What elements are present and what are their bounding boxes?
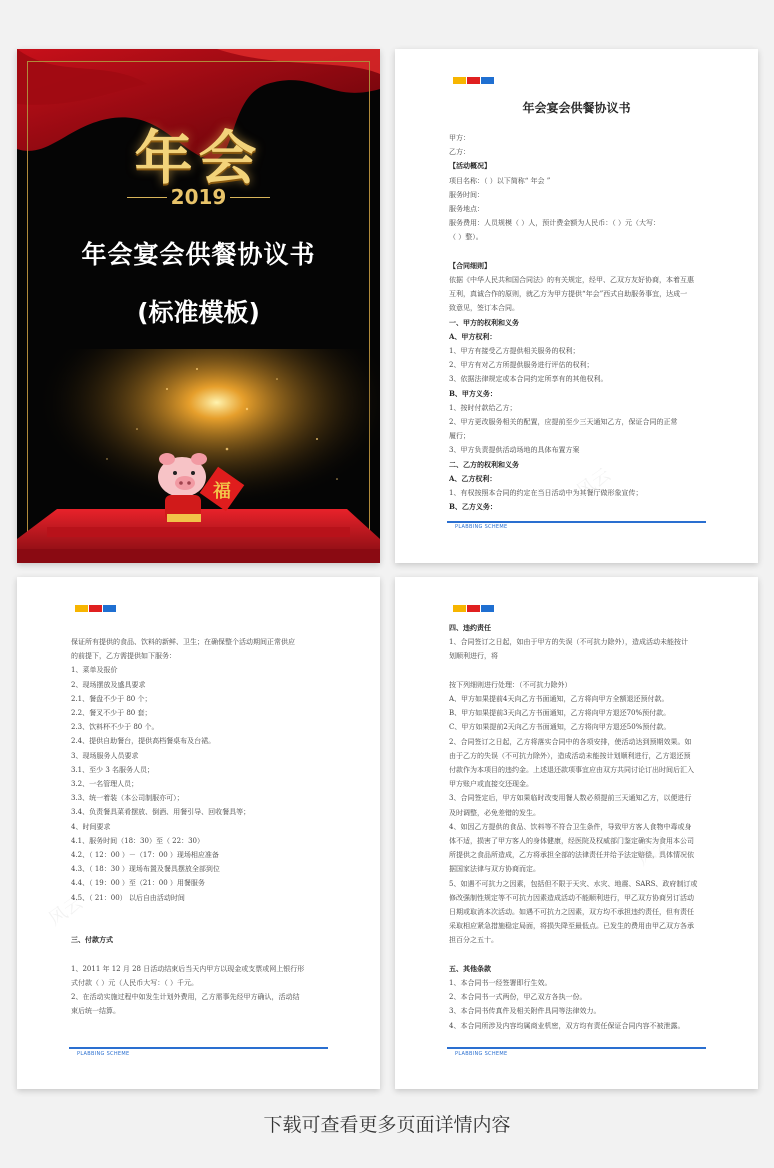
doc-line: 致意见，签订本合同。 [449, 304, 519, 313]
doc-line: 3.1、至少 3 名服务人员； [71, 765, 155, 774]
doc-line: 4.5、（ 21：00） 以后自由活动时间 [71, 893, 185, 902]
doc-line: 2、甲方更改服务相关的配置，应提前至少三天通知乙方，保证合同的正常 [449, 418, 678, 427]
color-bar [75, 605, 116, 612]
doc-line: 式付款（ ）元（人民币大写：（ ）千元。 [71, 978, 198, 987]
doc-line [449, 245, 708, 259]
color-swatch-yellow [75, 605, 88, 612]
doc-line: 一、甲方的权利和义务 [449, 317, 519, 327]
doc-line: 的前提下，乙方需提供如下服务： [71, 652, 176, 661]
doc-line: 4.2、（ 12：00 ）－（17：00 ）现场相应准备 [71, 851, 219, 860]
cover-subtitle: 年会宴会供餐协议书 [81, 240, 316, 269]
doc-line: 4、如因乙方提供的食品、饮料等不符合卫生条件，导致甲方客人食物中毒或身 [449, 822, 692, 831]
doc-line: 划顺利进行，将 [449, 652, 498, 661]
doc-body [449, 131, 708, 514]
color-swatch-yellow [453, 77, 466, 84]
doc-line: 由于乙方的失误（不可抗力除外），造成活动未能按计划顺利进行，乙方退还预 [449, 751, 691, 760]
doc-line: 服务地点： [449, 205, 484, 214]
doc-line: A、乙方权利： [449, 473, 497, 483]
doc-line: 2、甲方有对乙方所提供服务进行评估的权利； [449, 361, 594, 370]
doc-line: 3.2、一名管理人员； [71, 780, 139, 789]
doc-line: 所提供之食品所造成，乙方将承担全部的法律责任并给予法定赔偿，具体情况依 [449, 851, 694, 860]
doc-line: 4.1、服务时间（18：30）至（ 22：30） [71, 836, 204, 845]
doc-line: 付款作为本项目的违约金。上述退还款项事宜应由双方共同讨论订出时间后汇入 [449, 766, 694, 775]
doc-line: 日期或取消本次活动。如遇不可抗力之因素，双方均不承担违约责任，但有责任 [449, 908, 694, 917]
doc-line: 依据《中华人民共和国合同法》的有关规定，经甲、乙双方友好协商，本着互惠 [449, 276, 694, 285]
doc-line: 乙方： [449, 148, 470, 157]
doc-line: 修改强制性规定等不可抗力因素造成活动不能顺利进行，甲乙双方协商另订活动 [449, 893, 694, 902]
doc-title: 年会宴会供餐协议书 [522, 101, 631, 115]
doc-line [449, 948, 708, 962]
footer-text: PLABBING SCHEME [77, 1051, 130, 1057]
doc-line [71, 905, 330, 919]
doc-line: 甲方账户或直接交还现金。 [449, 780, 533, 789]
doc-line: 2.2、餐叉不少于 80 套； [71, 709, 152, 718]
doc-line: 3、现场服务人员要求 [71, 751, 139, 760]
doc-line: A、甲方如果提前4天向乙方书面通知，乙方将向甲方全额退还预付款。 [449, 695, 669, 704]
fu-character: 福 [213, 481, 231, 502]
doc-line: 1、菜单及报价 [71, 666, 118, 675]
doc-line: 及时调整，必免差错的发生。 [449, 808, 540, 817]
doc-line: 1、有权按照本合同的约定在当日活动中为其餐厅做形象宣传； [449, 489, 643, 498]
doc-line: B、乙方义务： [449, 502, 497, 512]
doc-line: 3.4、负责餐具菜肴摆放、倒酒、用餐引导、回收餐具等； [71, 808, 251, 817]
color-swatch-blue [481, 605, 494, 612]
doc-line: 五、其他条款 [449, 963, 491, 973]
doc-line: 三、付款方式 [71, 935, 113, 945]
footer-line [69, 1047, 328, 1049]
doc-line: 2、在活动实施过程中如发生计划外费用，乙方需事先经甲方确认，活动结 [71, 993, 300, 1002]
doc-line: 保证所有提供的食品、饮料的新鲜、卫生；在确保整个活动期间正常供应 [71, 638, 295, 646]
cover-page [17, 49, 380, 563]
doc-line: C、甲方如果提前2天向乙方书面通知，乙方将向甲方退还50%预付款。 [449, 723, 671, 732]
doc-page-1 [395, 49, 758, 563]
doc-line [71, 947, 330, 961]
doc-line: 互利，真诚合作的原则，就乙方为甲方提供“年会”西式自助服务事宜，达成一 [449, 290, 688, 299]
doc-line: 1、本合同书一经签署即行生效。 [449, 979, 552, 988]
cover-year: 2019 [170, 185, 227, 209]
doc-line: 3、本合同书传真件及相关附件具同等法律效力。 [449, 1007, 601, 1016]
doc-body [449, 621, 708, 1033]
doc-line: B、甲方如果提前3天向乙方书面通知，乙方将向甲方退还70%预付款。 [449, 709, 671, 718]
footer-text: PLABBING SCHEME [455, 1051, 508, 1057]
doc-body [71, 635, 330, 1018]
doc-page-2 [17, 577, 380, 1089]
doc-line [71, 919, 330, 933]
color-bar [453, 605, 494, 612]
color-swatch-red [467, 77, 480, 84]
doc-line: 3.3、统一着装（本公司制服亦可）； [71, 794, 184, 803]
doc-line: 2、合同签订之日起，乙方将落实合同中的各项安排，使活动达到预期效果。如 [449, 737, 692, 746]
doc-line: 据国家法律与双方协商而定。 [449, 865, 540, 874]
doc-line: 【合同细则】 [449, 260, 491, 270]
doc-line: 2.4、提供自助餐台，提供高档餐桌布及台裙。 [71, 737, 216, 746]
footer-text: PLABBING SCHEME [455, 524, 508, 530]
doc-line: 3、甲方负责提供活动场地的具体布置方案 [449, 446, 580, 455]
doc-line: 二、乙方的权利和义务 [449, 459, 519, 469]
color-swatch-red [89, 605, 102, 612]
doc-line: 【活动概况】 [449, 161, 491, 171]
cover-big-title: 年会 [134, 124, 263, 192]
doc-line: 3、合同签定后，甲方如果临时改变用餐人数必须提前三天通知乙方，以便进行 [449, 794, 692, 803]
bottom-caption: 下载可查看更多页面详情内容 [263, 1114, 511, 1136]
color-swatch-red [467, 605, 480, 612]
doc-line [449, 664, 708, 678]
doc-line: 2、本合同书一式两份，甲乙双方各执一份。 [449, 993, 587, 1002]
doc-line: 2、现场摆放及盛具要求 [71, 680, 146, 689]
doc-line: 按下列细则进行处理：（不可抗力除外） [449, 680, 572, 689]
doc-line: 4.3、（ 18：30 ）现场布置及餐具摆放全部到位 [71, 865, 220, 874]
doc-line: 担百分之五十。 [449, 936, 498, 945]
doc-line: 4、本合同所涉及内容均属商业机密，双方均有责任保证合同内容不被泄露。 [449, 1021, 685, 1030]
doc-line: 甲方： [449, 134, 470, 142]
doc-line: 1、2011 年 12 月 28 日活动结束后当天内甲方以现金或支票或网上银行形 [71, 964, 305, 973]
doc-line: 4.4、（ 19：00 ）至（21：00 ）用餐服务 [71, 879, 205, 888]
doc-line: 束后统一结算。 [71, 1007, 120, 1016]
color-swatch-yellow [453, 605, 466, 612]
cover-subtitle-template: (标准模板) [137, 298, 260, 327]
doc-line: （ ）整）。 [449, 233, 483, 242]
stage-pig-illustration [17, 349, 380, 563]
doc-line: 体不适，损害了甲方客人的身体健康，经医院及权威部门鉴定确实为食用本公司 [449, 837, 694, 846]
doc-line: 项目名称：（ ）以下简称“ 年会 ” [449, 176, 551, 185]
doc-page-3 [395, 577, 758, 1089]
watermark: 风云 [573, 464, 615, 503]
doc-line: 1、合同签订之日起，如由于甲方的失误（不可抗力除外），造成活动未能按计 [449, 638, 688, 647]
doc-line: 5、如遇不可抗力之因素，包括但不限于天灾、水灾、地震、SARS、政府制订或 [449, 879, 698, 888]
watermark: 风云 [633, 832, 675, 871]
doc-line: 3、依据法律规定或本合同约定所享有的其他权利。 [449, 375, 608, 384]
color-bar [453, 77, 494, 84]
doc-line: 1、按时付款给乙方； [449, 403, 517, 412]
doc-line: A、甲方权利： [449, 331, 497, 341]
doc-line: 服务时间： [449, 190, 484, 199]
doc-line: 4、时间要求 [71, 822, 111, 831]
doc-line: 采取相应紧急措施稳定局面，将损失降至最低点。已发生的费用由甲乙双方各承 [449, 922, 694, 931]
doc-line: 服务费用：人员规模（ ）人，预计费金额为人民币：（ ）元（大写： [449, 219, 660, 228]
doc-line: 2.1、餐盘不少于 80 个； [71, 694, 152, 703]
doc-line: B、甲方义务： [449, 388, 497, 398]
watermark: 风云 [45, 892, 87, 931]
doc-line: 履行； [449, 432, 470, 441]
doc-line: 四、违约责任 [449, 623, 491, 632]
doc-line: 2.3、饮料杯不少于 80 个。 [71, 723, 159, 732]
color-swatch-blue [103, 605, 116, 612]
doc-line: 1、甲方有接受乙方提供相关服务的权利； [449, 347, 580, 356]
footer-line [447, 521, 706, 523]
footer-line [447, 1047, 706, 1049]
year-line-right [230, 197, 270, 198]
color-swatch-blue [481, 77, 494, 84]
